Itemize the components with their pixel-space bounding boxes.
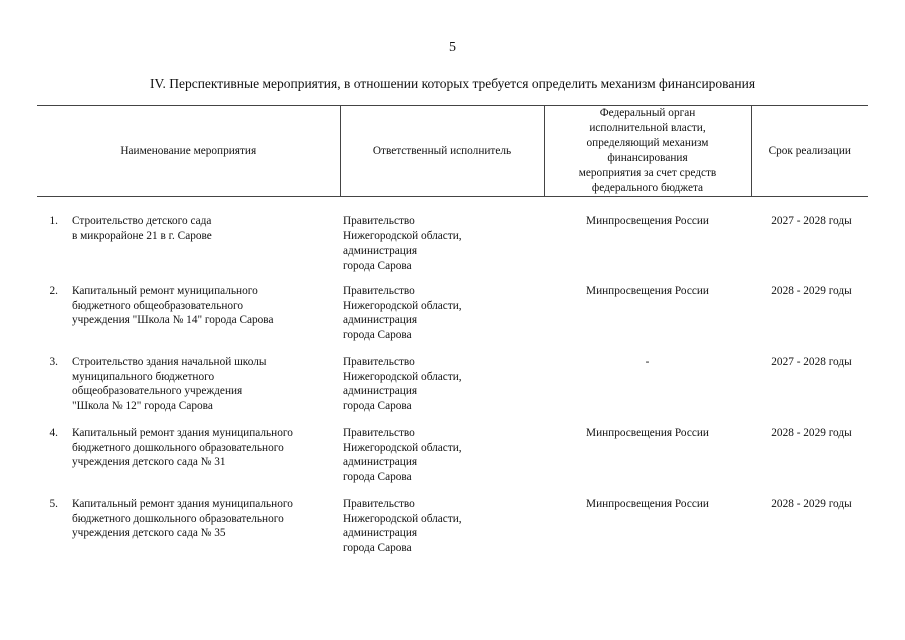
term: 2028 - 2029 годы xyxy=(771,284,852,297)
measure-name: Капитальный ремонт здания муниципального бюджетного дошкольного образовательного учреждения детского сада № 35 xyxy=(72,497,293,540)
federal-body: - xyxy=(645,355,650,368)
federal-body: Минпросвещения России xyxy=(586,497,709,510)
term: 2028 - 2029 годы xyxy=(771,497,852,510)
term: 2027 - 2028 годы xyxy=(771,355,852,368)
row-number: 5. xyxy=(49,497,58,510)
executor: Правительство Нижегородской области, администрация города Сарова xyxy=(343,284,462,342)
measures-table-wrapper xyxy=(37,105,868,558)
term: 2028 - 2029 годы xyxy=(771,426,852,439)
table-row xyxy=(37,416,868,487)
header-measure-name: Наименование мероприятия xyxy=(37,106,340,197)
measure-name: Капитальный ремонт муниципального бюджетного общеобразовательного учреждения "Школа № 14" города Сарова xyxy=(72,284,274,327)
measures-table xyxy=(37,105,868,558)
header-executor: Ответственный исполнитель xyxy=(340,106,544,197)
section-title: IV. Перспективные мероприятия, в отношении которых требуется определить механизм финансирования xyxy=(149,76,756,91)
table-row xyxy=(37,197,868,274)
federal-body: Минпросвещения России xyxy=(586,426,709,439)
federal-body: Минпросвещения России xyxy=(586,284,709,297)
row-number: 1. xyxy=(49,215,58,227)
table-row xyxy=(37,487,868,558)
measure-name: Строительство детского сада в микрорайоне 21 в г. Сарове xyxy=(72,215,212,242)
executor: Правительство Нижегородской области, администрация города Сарова xyxy=(343,426,462,484)
table-row xyxy=(37,345,868,416)
executor: Правительство Нижегородской области, администрация города Сарова xyxy=(343,497,462,555)
term: 2027 - 2028 годы xyxy=(771,215,852,227)
header-federal-body: Федеральный орган исполнительной власти, определяющий механизм финансирования мероприятия за счет средств федерального бюджета xyxy=(544,106,751,197)
table-row xyxy=(37,274,868,345)
row-number: 2. xyxy=(49,284,58,297)
executor: Правительство Нижегородской области, администрация города Сарова xyxy=(343,215,462,272)
measure-name: Капитальный ремонт здания муниципального бюджетного дошкольного образовательного учреждения детского сада № 31 xyxy=(72,426,293,469)
row-number: 4. xyxy=(49,426,58,439)
row-number: 3. xyxy=(49,355,58,368)
table-header-row xyxy=(37,106,868,197)
federal-body: Минпросвещения России xyxy=(586,215,709,227)
page-number: 5 xyxy=(449,40,456,55)
measure-name: Строительство здания начальной школы муниципального бюджетного общеобразовательного учреждения "Школа № 12" города Сарова xyxy=(72,355,267,413)
executor: Правительство Нижегородской области, администрация города Сарова xyxy=(343,355,462,413)
header-term: Срок реализации xyxy=(751,106,868,197)
